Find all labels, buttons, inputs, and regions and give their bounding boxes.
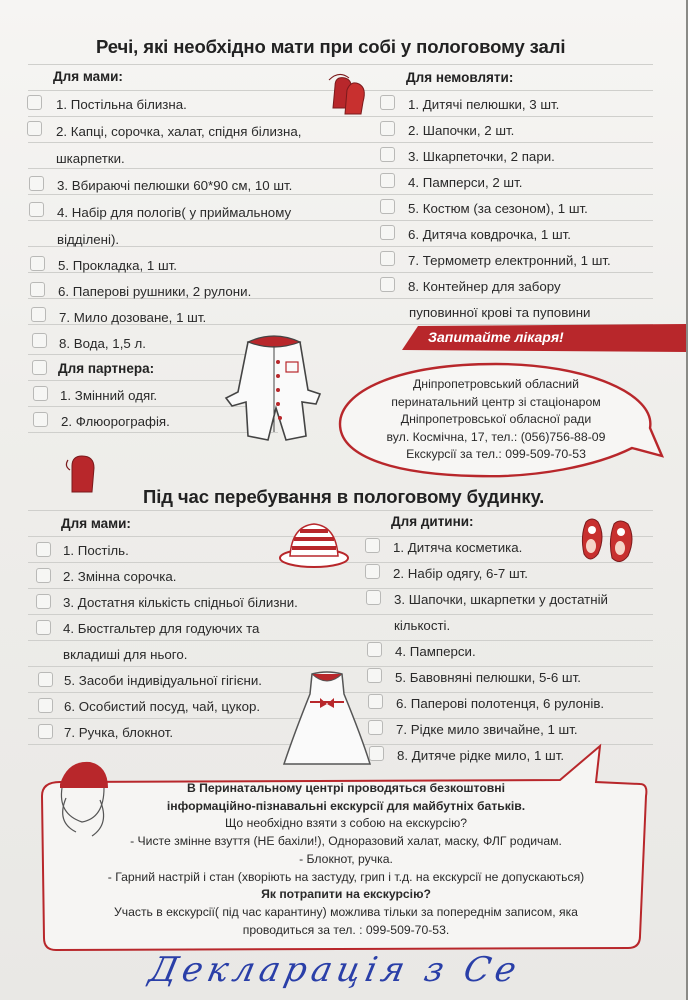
mom-item-2-cont: шкарпетки. bbox=[56, 151, 125, 166]
checkbox-mom-5[interactable] bbox=[30, 256, 45, 271]
stay-child-item-5: 5. Бавовняні пелюшки, 5-6 шт. bbox=[395, 670, 581, 685]
handwritten-note: Декларація з Се bbox=[145, 950, 525, 990]
mom-heading: Для мами: bbox=[53, 69, 123, 84]
mom-item-7: 7. Мило дозоване, 1 шт. bbox=[59, 310, 207, 325]
checkbox-baby-3[interactable] bbox=[380, 147, 395, 162]
partner-item-1: 1. Змінний одяг. bbox=[60, 388, 158, 403]
stay-mom-item-2: 2. Змінна сорочка. bbox=[63, 569, 177, 584]
checkbox-stay-mom-7[interactable] bbox=[38, 724, 53, 739]
checkbox-stay-child-4[interactable] bbox=[367, 642, 382, 657]
center-info-line-4: вул. Космічна, 17, тел.: (056)756-88-09 bbox=[386, 429, 606, 444]
checkbox-mom-3[interactable] bbox=[29, 176, 44, 191]
stay-mom-heading: Для мами: bbox=[61, 516, 131, 531]
checkbox-baby-4[interactable] bbox=[380, 173, 395, 188]
stay-child-item-2: 2. Набір одягу, 6-7 шт. bbox=[393, 566, 528, 581]
checkbox-mom-1[interactable] bbox=[27, 95, 42, 110]
baby-mittens-icon bbox=[325, 74, 369, 120]
checkbox-partner-2[interactable] bbox=[33, 412, 48, 427]
checkbox-mom-7[interactable] bbox=[31, 307, 46, 322]
mom-item-3: 3. Вбираючі пелюшки 60*90 см, 10 шт. bbox=[57, 178, 293, 193]
baby-item-7: 7. Термометр електронний, 1 шт. bbox=[408, 253, 611, 268]
center-info bbox=[356, 376, 636, 464]
excursion-line-5: - Блокнот, ручка. bbox=[299, 851, 393, 866]
baby-heading: Для немовляти: bbox=[406, 70, 514, 85]
checkbox-baby-2[interactable] bbox=[380, 121, 395, 136]
mom-item-1: 1. Постільна білизна. bbox=[56, 97, 187, 112]
baby-item-2: 2. Шапочки, 2 шт. bbox=[408, 123, 515, 138]
mom-item-5: 5. Прокладка, 1 шт. bbox=[58, 258, 177, 273]
baby-item-5: 5. Костюм (за сезоном), 1 шт. bbox=[408, 201, 588, 216]
checkbox-mom-4[interactable] bbox=[29, 202, 44, 217]
stay-child-item-6: 6. Паперові полотенця, 6 рулонів. bbox=[396, 696, 605, 711]
stay-child-heading: Для дитини: bbox=[391, 514, 474, 529]
checkbox-stay-mom-4[interactable] bbox=[36, 620, 51, 635]
baby-mitten-icon bbox=[64, 452, 104, 496]
checkbox-stay-mom-6[interactable] bbox=[38, 698, 53, 713]
checkbox-baby-7[interactable] bbox=[380, 251, 395, 266]
mom-item-4-cont: відділені). bbox=[57, 232, 120, 247]
excursion-line-9: проводиться за тел. : 099-509-70-53. bbox=[242, 922, 450, 937]
checkbox-stay-child-3[interactable] bbox=[366, 590, 381, 605]
checkbox-baby-1[interactable] bbox=[380, 95, 395, 110]
checkbox-stay-child-2[interactable] bbox=[365, 564, 380, 579]
checkbox-baby-8[interactable] bbox=[380, 277, 395, 292]
excursion-line-8: Участь в екскурсії( під час карантину) можлива тільки за попереднім записом, яка bbox=[114, 904, 578, 919]
checkbox-stay-mom-3[interactable] bbox=[36, 594, 51, 609]
mom-item-4: 4. Набір для пологів( у приймальному bbox=[57, 205, 292, 220]
center-info-line-3: Дніпропетровської обласної ради bbox=[400, 412, 592, 426]
checkbox-mom-8[interactable] bbox=[32, 333, 47, 348]
stay-mom-item-4-cont: вкладиші для нього. bbox=[63, 647, 188, 662]
checkbox-mom-2[interactable] bbox=[27, 121, 42, 136]
stay-mom-item-5: 5. Засоби індивідуальної гігієни. bbox=[64, 673, 262, 688]
stay-mom-item-6: 6. Особистий посуд, чай, цукор. bbox=[64, 699, 261, 714]
checkbox-baby-5[interactable] bbox=[380, 199, 395, 214]
stay-child-item-7: 7. Рідке мило звичайне, 1 шт. bbox=[396, 722, 578, 737]
baby-bodysuit-icon bbox=[220, 332, 330, 454]
mom-item-6: 6. Паперові рушники, 2 рулони. bbox=[58, 284, 252, 299]
stay-mom-item-4: 4. Бюстгальтер для годуючих та bbox=[63, 621, 260, 636]
checkbox-stay-mom-5[interactable] bbox=[38, 672, 53, 687]
stay-mom-item-3: 3. Достатня кількість спідньої білизни. bbox=[63, 595, 298, 610]
excursion-line-6: - Гарний настрій і стан (хворіють на застуду, грип і т.д. на екскурсії не допускаються) bbox=[107, 869, 585, 884]
checkbox-stay-child-1[interactable] bbox=[365, 538, 380, 553]
checkbox-partner-1[interactable] bbox=[33, 386, 48, 401]
checkbox-partner-heading[interactable] bbox=[32, 360, 47, 375]
baby-item-1: 1. Дитячі пелюшки, 3 шт. bbox=[408, 97, 560, 112]
baby-shoes-icon bbox=[578, 516, 642, 566]
excursion-text bbox=[56, 780, 636, 939]
stay-mom-item-7: 7. Ручка, блокнот. bbox=[64, 725, 174, 740]
stay-title: Під час перебування в пологовому будинку. bbox=[143, 486, 545, 507]
checkbox-baby-6[interactable] bbox=[380, 225, 395, 240]
baby-hat-icon bbox=[278, 520, 350, 568]
stay-child-item-1: 1. Дитяча косметика. bbox=[393, 540, 523, 555]
checkbox-mom-6[interactable] bbox=[30, 282, 45, 297]
checkbox-stay-mom-1[interactable] bbox=[36, 542, 51, 557]
stay-child-item-4: 4. Памперси. bbox=[395, 644, 476, 659]
stay-mom-item-1: 1. Постіль. bbox=[63, 543, 129, 558]
center-info-line-5: Екскурсії за тел.: 099-509-70-53 bbox=[406, 447, 586, 461]
stay-child-item-8: 8. Дитяче рідке мило, 1 шт. bbox=[397, 748, 565, 763]
partner-heading: Для партнера: bbox=[58, 361, 155, 376]
baby-item-8: 8. Контейнер для забору bbox=[408, 279, 561, 294]
ask-doctor-text: Запитайте лікаря! bbox=[428, 329, 564, 345]
excursion-line-2: інформаційно-пізнавальні екскурсії для майбутніх батьків. bbox=[166, 798, 526, 813]
partner-item-2: 2. Флюорографія. bbox=[61, 414, 170, 429]
excursion-line-3: Що необхідно взяти з собою на екскурсію? bbox=[225, 816, 467, 831]
stay-child-item-3: 3. Шапочки, шкарпетки у достатній bbox=[394, 592, 608, 607]
baby-item-3: 3. Шкарпеточки, 2 пари. bbox=[408, 149, 555, 164]
mom-item-8: 8. Вода, 1,5 л. bbox=[59, 336, 146, 351]
baby-item-8-cont: пуповинної крові та пуповини bbox=[409, 305, 591, 320]
checkbox-stay-mom-2[interactable] bbox=[36, 568, 51, 583]
top-title: Речі, які необхідно мати при собі у пологовому залі bbox=[96, 36, 566, 57]
center-info-line-2: перинатальний центр зі стаціонаром bbox=[391, 394, 601, 409]
excursion-line-7: Як потрапити на екскурсію? bbox=[261, 887, 431, 902]
mom-item-2: 2. Капці, сорочка, халат, спідня білизна, bbox=[56, 124, 302, 139]
excursion-line-1: В Перинатальному центрі проводяться безкоштовні bbox=[186, 781, 506, 795]
baby-item-4: 4. Памперси, 2 шт. bbox=[408, 175, 523, 190]
center-info-line-1: Дніпропетровський обласний bbox=[412, 377, 580, 391]
excursion-line-4: - Чисте змінне взуття (НЕ бахіли!), Одноразовий халат, маску, ФЛГ родичам. bbox=[130, 834, 562, 849]
stay-child-item-3-cont: кількості. bbox=[394, 618, 451, 633]
baby-item-6: 6. Дитяча ковдрочка, 1 шт. bbox=[408, 227, 571, 242]
